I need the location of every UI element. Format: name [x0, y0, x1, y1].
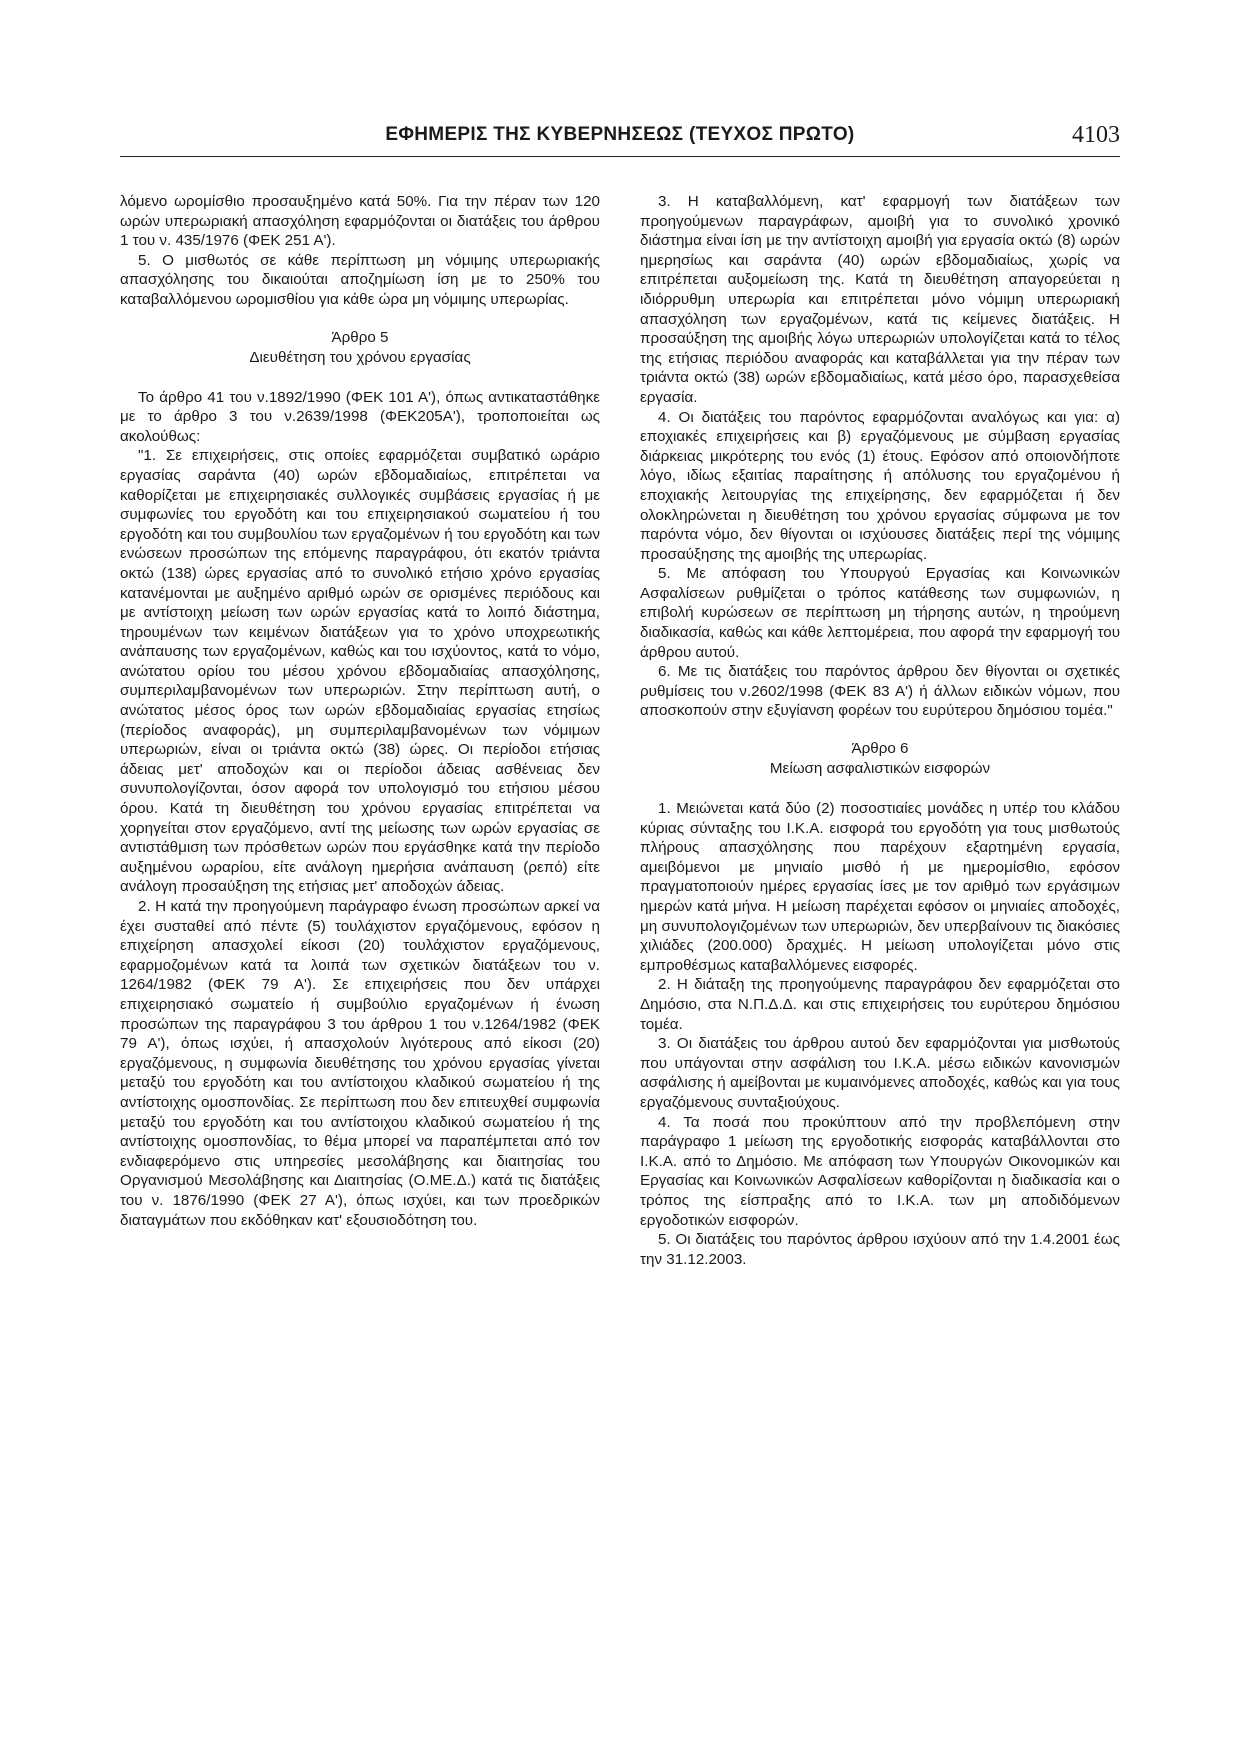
- article-5-title: Άρθρο 5: [331, 328, 389, 346]
- article-6-paragraph-1: 1. Μειώνεται κατά δύο (2) ποσοστιαίες μονάδες η υπέρ του κλάδου κύριας σύνταξης του Ι.Κ.Α. εισφορά του εργοδότη για τους μισθωτούς πλήρους απασχόλησης που παρέχουν εξαρτημένη εργασία, αμειβόμενοι με μηνιαίο μισθό ή με ημερομίσθιο, εφόσον πραγματοποιούν ημέρες εργασίας ίσες με τον αριθμό των εργάσιμων ημερών κατά μήνα. Η μείωση παρέχεται εφόσον οι μηνιαίες αποδοχές, μη συνυπολογιζομένων των υπερωριών, δεν υπερβαίνουν τις διακόσιες χιλιάδες (200.000) δραχμές. Η μείωση υπολογίζεται μόνο στις εμπροθέσμως καταβαλλόμενες εισφορές.: [640, 800, 1120, 974]
- page-number: 4103: [1072, 122, 1120, 148]
- article-5-paragraph-6: 6. Με τις διατάξεις του παρόντος άρθρου δεν θίγονται οι σχετικές ρυθμίσεις του ν.2602/1998 (ΦΕΚ 83 Α') ή άλλων ειδικών νόμων, που αποσκοπούν στην εξυγίανση φορέων του ευρύτερου δημόσιου τομέα.": [640, 663, 1120, 720]
- article-5-heading: [120, 328, 600, 368]
- article-6-paragraph-4: 4. Τα ποσά που προκύπτουν από την προβλεπόμενη στην παράγραφο 1 μείωση της εργοδοτικής εισφοράς καταβάλλονται στο Ι.Κ.Α. από το Δημόσιο. Με απόφαση των Υπουργών Οικονομικών και Εργασίας και Κοινωνικών Ασφαλίσεων καθορίζονται η διαδικασία και ο τρόπος της είσπραξης από το Ι.Κ.Α. των μη αποδιδόμενων εργοδοτικών εισφορών.: [640, 1113, 1120, 1229]
- left-column: [120, 192, 600, 1230]
- header-divider: [120, 156, 1120, 157]
- paragraph-continuation: λόμενο ωρομίσθιο προσαυξημένο κατά 50%. Για την πέραν των 120 ωρών υπερωριακή απασχόληση εφαρμόζονται οι διατάξεις του άρθρου 1 του ν. 435/1976 (ΦΕΚ 251 Α').: [120, 193, 600, 250]
- article-6-heading: [640, 739, 1120, 779]
- article-5-intro: Το άρθρο 41 του ν.1892/1990 (ΦΕΚ 101 Α'), όπως αντικαταστάθηκε με το άρθρο 3 του ν.2639/1998 (ΦΕΚ205Α'), τροποποιείται ως ακολούθως:: [120, 388, 600, 445]
- article-5-paragraph-5: 5. Με απόφαση του Υπουργού Εργασίας και Κοινωνικών Ασφαλίσεων ρυθμίζεται ο τρόπος κατάθεσης των συμφωνιών, η επιβολή κυρώσεων σε περίπτωση μη τήρησης αυτών, η τηρούμενη διαδικασία, καθώς και κάθε λεπτομέρεια, που αφορά την εφαρμογή του άρθρου αυτού.: [640, 565, 1120, 661]
- article-5-paragraph-4: 4. Οι διατάξεις του παρόντος εφαρμόζονται αναλόγως και για: α) εποχιακές επιχειρήσεις και β) εργαζόμενους με σύμβαση εργασίας διάρκειας μικρότερης του ενός (1) έτους. Εφόσον από οποιονδήποτε λόγο, ιδίως εξαιτίας παραίτησης ή απόλυσης του εργαζομένου ή εποχιακής λειτουργίας της επιχείρησης, δεν εφαρμόζεται ή δεν ολοκληρώνεται η διευθέτηση του χρόνου εργασίας σύμφωνα με τον παρόντα νόμο, δεν θίγονται οι ισχύουσες διατάξεις περί της νόμιμης προσαύξησης της αμοιβής της υπερωρίας.: [640, 408, 1120, 563]
- article-6-paragraph-2: 2. Η διάταξη της προηγούμενης παραγράφου δεν εφαρμόζεται στο Δημόσιο, στα Ν.Π.Δ.Δ. και στις επιχειρήσεις του ευρύτερου δημόσιου τομέα.: [640, 976, 1120, 1033]
- article-5-subtitle: Διευθέτηση του χρόνου εργασίας: [249, 348, 471, 366]
- right-column: [640, 192, 1120, 1269]
- gazette-title: ΕΦΗΜΕΡΙΣ ΤΗΣ ΚΥΒΕΡΝΗΣΕΩΣ (ΤΕΥΧΟΣ ΠΡΩΤΟ): [385, 124, 855, 145]
- paragraph-5: 5. Ο μισθωτός σε κάθε περίπτωση μη νόμιμης υπερωριακής απασχόλησης του δικαιούται αποζημίωση ίση με το 250% του καταβαλλόμενου ωρομισθίου για κάθε ώρα μη νόμιμης υπερωρίας.: [120, 251, 600, 308]
- article-5-paragraph-2: 2. Η κατά την προηγούμενη παράγραφο ένωση προσώπων αρκεί να έχει συσταθεί από πέντε (5) τουλάχιστον εργαζόμενους, εφόσον η επιχείρηση απασχολεί είκοσι (20) τουλάχιστον εργαζόμενους, εφαρμοζομένων κατά τα λοιπά των σχετικών διατάξεων του ν. 1264/1982 (ΦΕΚ 79 Α'). Σε επιχειρήσεις που δεν υπάρχει επιχειρησιακό σωματείο ή συμβούλιο εργαζομένων ή ένωση προσώπων της παραγράφου 3 του άρθρου 1 του ν.1264/1982 (ΦΕΚ 79 Α'), όπως ισχύει, ή απασχολούν λιγότερους από είκοσι (20) εργαζόμενους, η συμφωνία διευθέτησης του χρόνου εργασίας γίνεται μεταξύ του εργοδότη και του αντίστοιχου κλαδικού σωματείου ή της αντίστοιχης ομοσπονδίας. Σε περίπτωση που δεν επιτευχθεί συμφωνία μεταξύ του εργοδότη και του αντίστοιχου κλαδικού σωματείου ή της αντίστοιχης ομοσπονδίας, το θέμα μπορεί να παραπέμπεται από τον ενδιαφερόμενο στις υπηρεσίες μεσολάβησης και διαιτησίας του Οργανισμού Μεσολάβησης και Διαιτησίας (Ο.ΜΕ.Δ.) κατά τις διατάξεις του ν. 1876/1990 (ΦΕΚ 27 Α'), όπως ισχύει, και των προεδρικών διαταγμάτων που εκδόθηκαν κατ' εξουσιοδότηση του.: [120, 898, 600, 1229]
- article-6-title: Άρθρο 6: [851, 740, 909, 758]
- spacer: [120, 374, 600, 388]
- article-6-paragraph-5: 5. Οι διατάξεις του παρόντος άρθρου ισχύουν από την 1.4.2001 έως την 31.12.2003.: [640, 1231, 1120, 1268]
- spacer: [640, 785, 1120, 799]
- article-6-subtitle: Μείωση ασφαλιστικών εισφορών: [769, 760, 991, 778]
- article-5-paragraph-1: "1. Σε επιχειρήσεις, στις οποίες εφαρμόζεται συμβατικό ωράριο εργασίας σαράντα (40) ωρών εβδομαδιαίως, επιτρέπεται να καθορίζεται με επιχειρησιακές συλλογικές συμβάσεις εργασίας ή με συμφωνίες του εργοδότη και του επιχειρησιακού σωματείου ή του εργοδότη και του συμβουλίου των εργαζομένων ή του εργοδότη και των ενώσεων προσώπων της επόμενης παραγράφου, ότι εκατόν τριάντα οκτώ (138) ώρες εργασίας από το συνολικό ετήσιο χρόνο εργασίας κατανέμονται με αυξημένο αριθμό ωρών σε ορισμένες περιόδους και με αντίστοιχη μείωση των ωρών εργασίας κατά το λοιπό διάστημα, τηρουμένων των κειμένων διατάξεων για το χρόνο υποχρεωτικής ανάπαυσης των εργαζομένων, καθώς και του ισχύοντος, κατά το νόμο, ανώτατου ορίου του μέσου χρόνου εβδομαδιαίας απασχόλησης, συμπεριλαμβανομένων των υπερωριών. Στην περίπτωση αυτή, ο ανώτατος μέσος όρος των ωρών εβδομαδιαίας εργασίας ετησίως (περίοδος αναφοράς), μη συμπεριλαμβανομένων των νόμιμων υπερωριών, είναι οι τριάντα οκτώ (38) ώρες. Οι περίοδοι ετήσιας άδειας μετ' αποδοχών και οι περίοδοι άδειας ασθένειας δεν συνυπολογίζονται, όσον αφορά τον υπολογισμό του ετήσιου μέσου όρου. Κατά τη διευθέτηση του χρόνου εργασίας επιτρέπεται να χορηγείται στον εργαζόμενο, αντί της μείωσης των ωρών εργασίας σε αντιστάθμιση των πρόσθετων ωρών που εργάσθηκε κατά την περίοδο αυξημένου ωραρίου, είτε ανάλογη ημερήσια ανάπαυση (ρεπό) είτε ανάλογη προσαύξηση της ετήσιας μετ' αποδοχών άδειας.: [120, 447, 600, 896]
- page-header: [120, 124, 1120, 154]
- article-6-paragraph-3: 3. Οι διατάξεις του άρθρου αυτού δεν εφαρμόζονται για μισθωτούς που υπάγονται στην ασφάλιση του Ι.Κ.Α. μέσω ειδικών κανονισμών ασφάλισης ή αμείβονται με κυμαινόμενες αποδοχές, καθώς και για τους εργαζόμενους συνταξιούχους.: [640, 1035, 1120, 1111]
- article-5-paragraph-3: 3. Η καταβαλλόμενη, κατ' εφαρμογή των διατάξεων των προηγούμενων παραγράφων, αμοιβή για το συνολικό χρονικό διάστημα είναι ίση με την αντίστοιχη αμοιβή για εργασία οκτώ (8) ωρών ημερησίως και σαράντα (40) ωρών εβδομαδιαίως, χωρίς να επιτρέπεται αυξομείωση της. Κατά τη διευθέτηση απαγορεύεται η ιδιόρρυθμη υπερωρία και επιτρέπεται μόνο νόμιμη υπερωριακή απασχόληση των εργαζομένων, κατά τις κείμενες διατάξεις. Η προσαύξηση της αμοιβής λόγω υπερωριών υπολογίζεται κατά το τέλος της ετήσιας περιόδου αναφοράς και καταβάλλεται για την πέραν των τριάντα οκτώ (38) ωρών εβδομαδιαίως, κατά μέσο όρο, παρασχεθείσα εργασία.: [640, 193, 1120, 406]
